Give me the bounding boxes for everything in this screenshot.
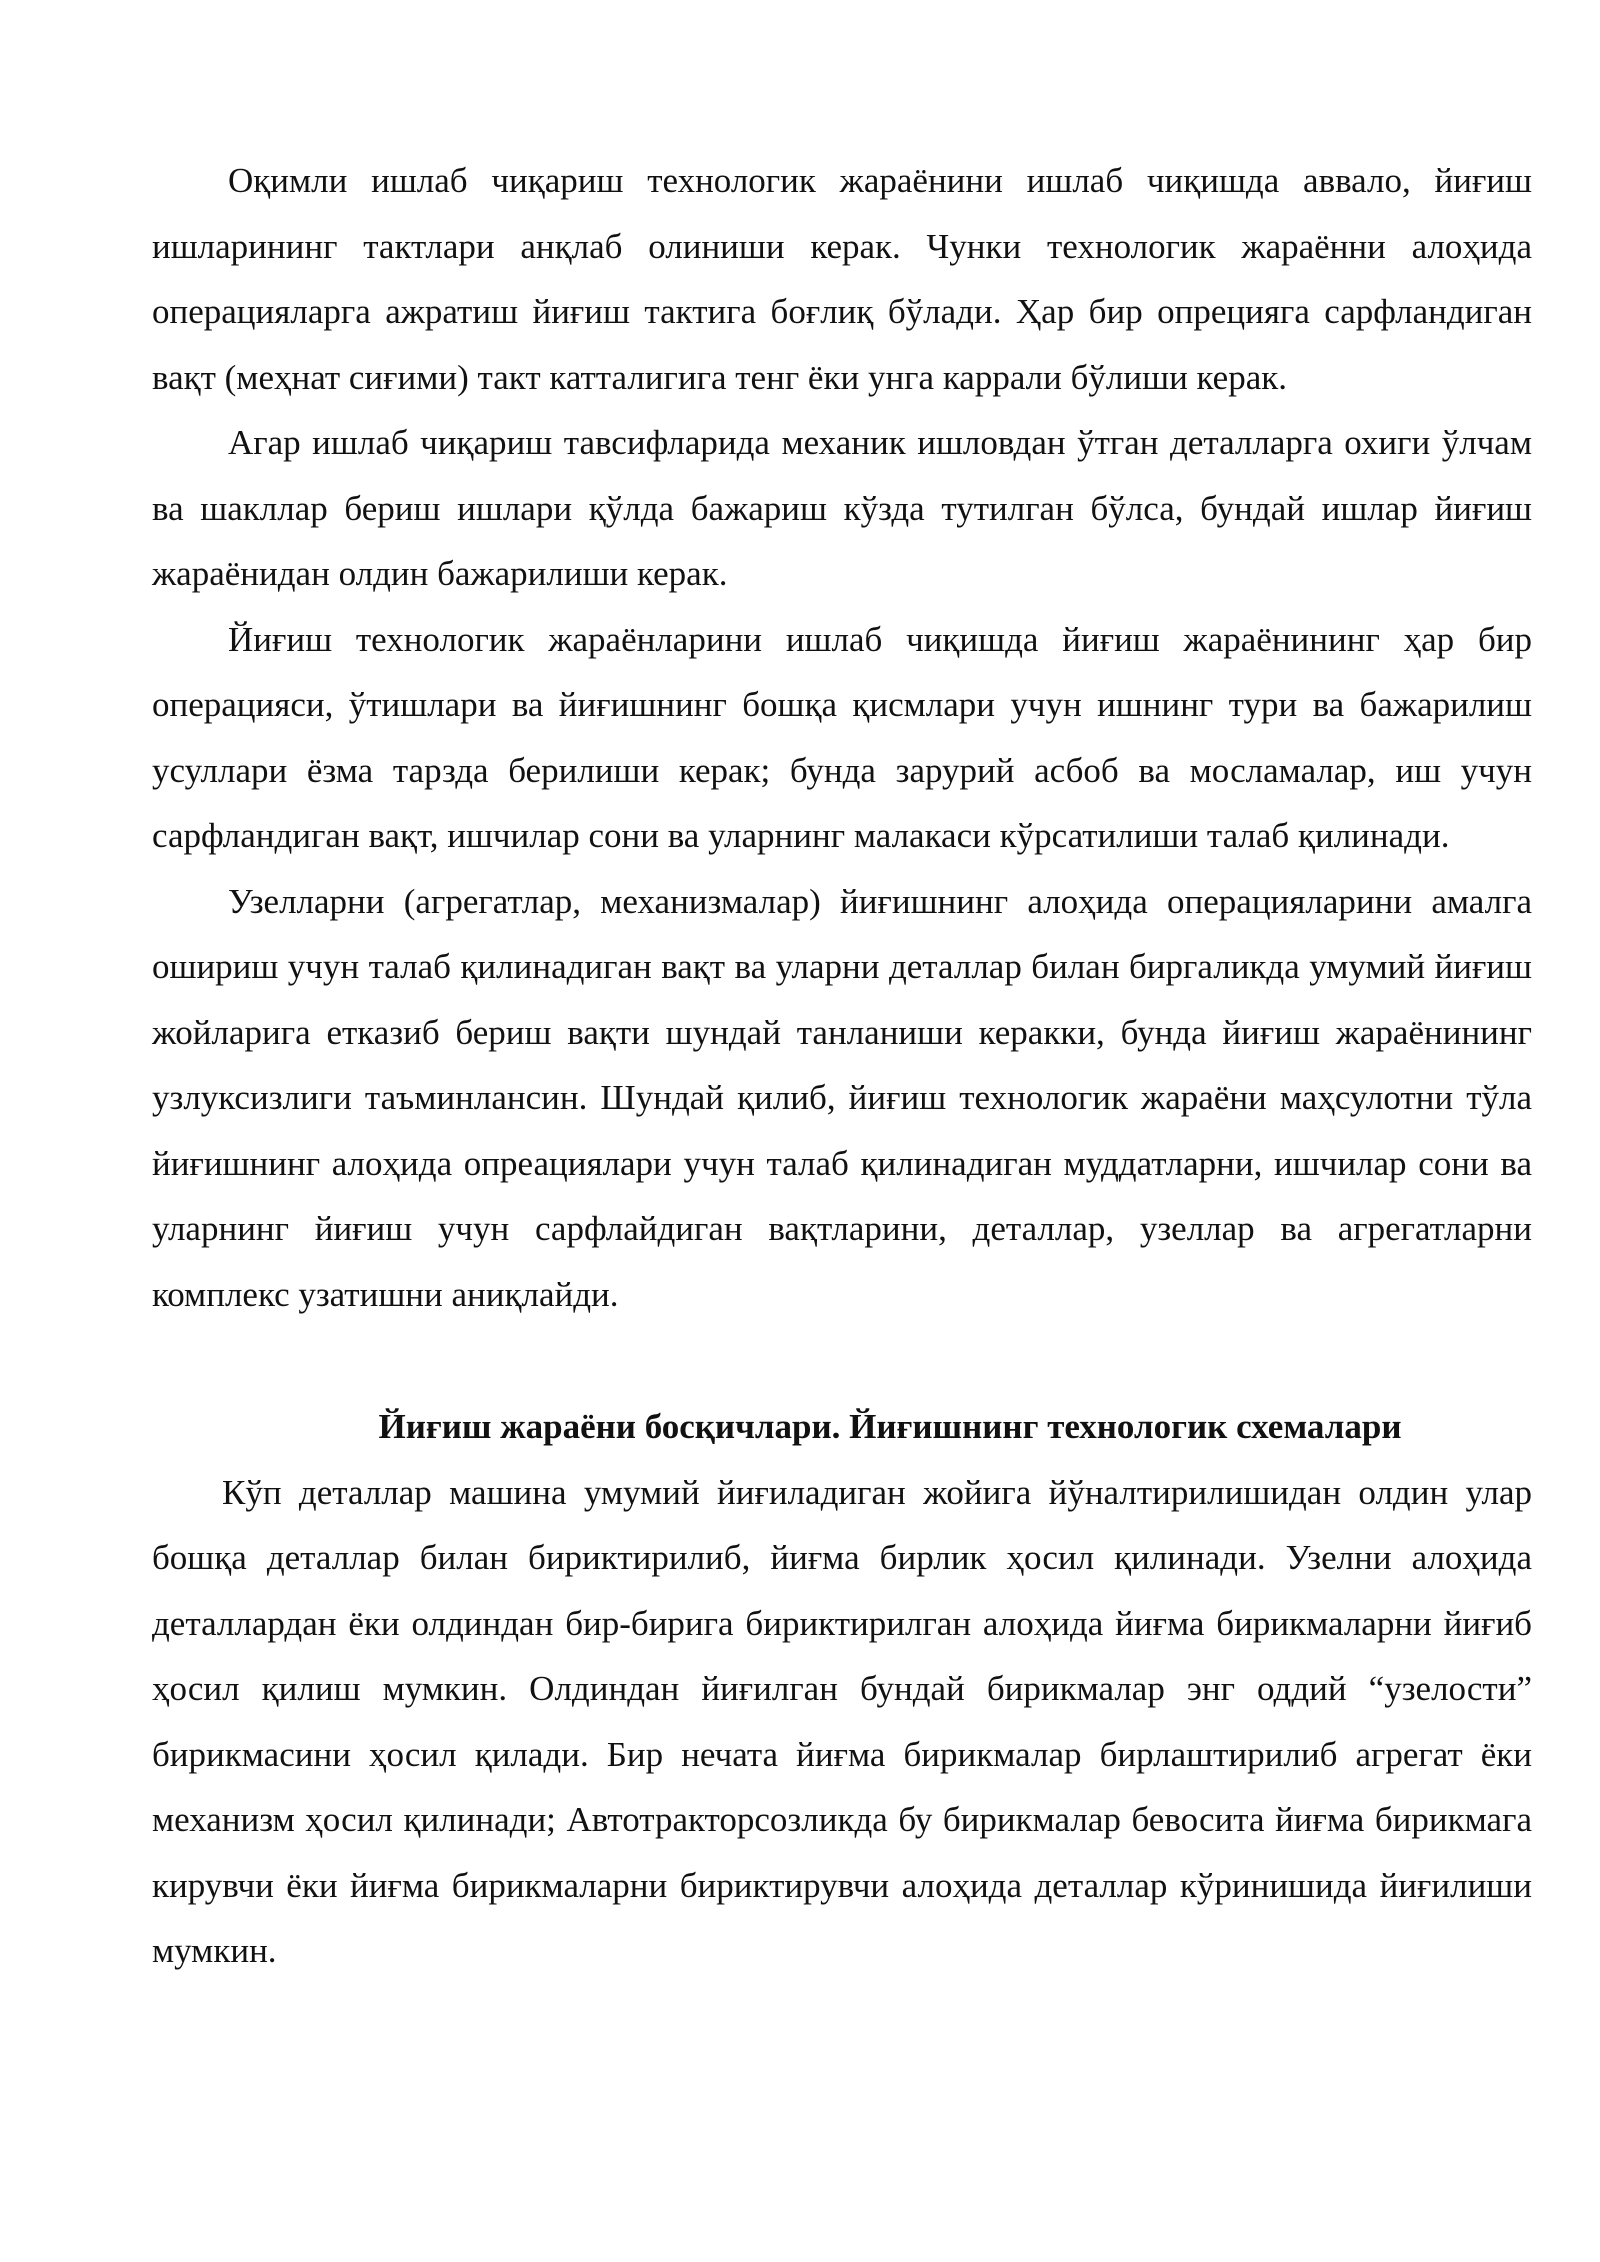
body-paragraph-3: Йиғиш технологик жараёнларини ишлаб чиқишда йиғиш жараёнининг ҳар бир операцияси, ўтишлари ва йиғишнинг бошқа қисмлари учун ишнинг тури ва бажарилиш усуллари ёзма тарзда берилиши керак; бунда зарурий асбоб ва мосламалар, иш учун сарфландиган вақт, ишчилар сони ва уларнинг малакаси кўрсатилиши талаб қилинади. — [152, 619, 1532, 855]
body-paragraph-2: Агар ишлаб чиқариш тавсифларида механик ишловдан ўтган деталларга охиги ўлчам ва шакллар бериш ишлари қўлда бажариш кўзда тутилган бўлса, бундай ишлар йиғиш жараёнидан олдин бажарилиши керак. — [152, 423, 1532, 593]
body-paragraph-1: Оқимли ишлаб чиқариш технологик жараёнини ишлаб чиқишда аввало, йиғиш ишларининг тактлари анқлаб олиниши керак. Чунки технологик жараённи алоҳида операцияларга ажратиш йиғиш тактига боғлиқ бўлади. Ҳар бир опрецияга сарфландиган вақт (меҳнат сиғими) такт катталигига тенг ёки унга каррали бўлиши керак. — [152, 161, 1532, 397]
section-paragraph: Кўп деталлар машина умумий йиғиладиган жойига йўналтирилишидан олдин улар бошқа деталлар билан бириктирилиб, йиғма бирлик ҳосил қилинади. Узелни алоҳида деталлардан ёки олдиндан бир-бирига бириктирилган алоҳида йиғма бирикмаларни йиғиб ҳосил қилиш мумкин. Олдиндан йиғилган бундай бирикмалар энг оддий “узелости” бирикмасини ҳосил қилади. Бир нечата йиғма бирикмалар бирлаштирилиб агрегат ёки механизм ҳосил қилинади; Автотракторсозликда бу бирикмалар бевосита йиғма бирикмага кирувчи ёки йиғма бирикмаларни бириктирувчи алоҳида деталлар кўринишида йиғилиши мумкин. — [152, 1472, 1532, 1970]
section-heading: Йиғиш жараёни босқичлари. Йиғишнинг технологик схемалари — [378, 1407, 1402, 1446]
body-paragraph-4: Узелларни (агрегатлар, механизмалар) йиғишнинг алоҳида операцияларини амалга ошириш учун талаб қилинадиган вақт ва уларни деталлар билан биргаликда умумий йиғиш жойларига етказиб бериш вақти шундай танланиши керакки, бунда йиғиш жараёнининг узлуксизлиги таъминлансин. Шундай қилиб, йиғиш технологик жараёни маҳсулотни тўла йиғишнинг алоҳида опреациялари учун талаб қилинадиган муддатларни, ишчилар сони ва уларнинг йиғиш учун сарфлайдиган вақтларини, деталлар, узеллар ва агрегатларни комплекс узатишни аниқлайди. — [152, 881, 1532, 1314]
document-page — [152, 148, 1532, 1984]
